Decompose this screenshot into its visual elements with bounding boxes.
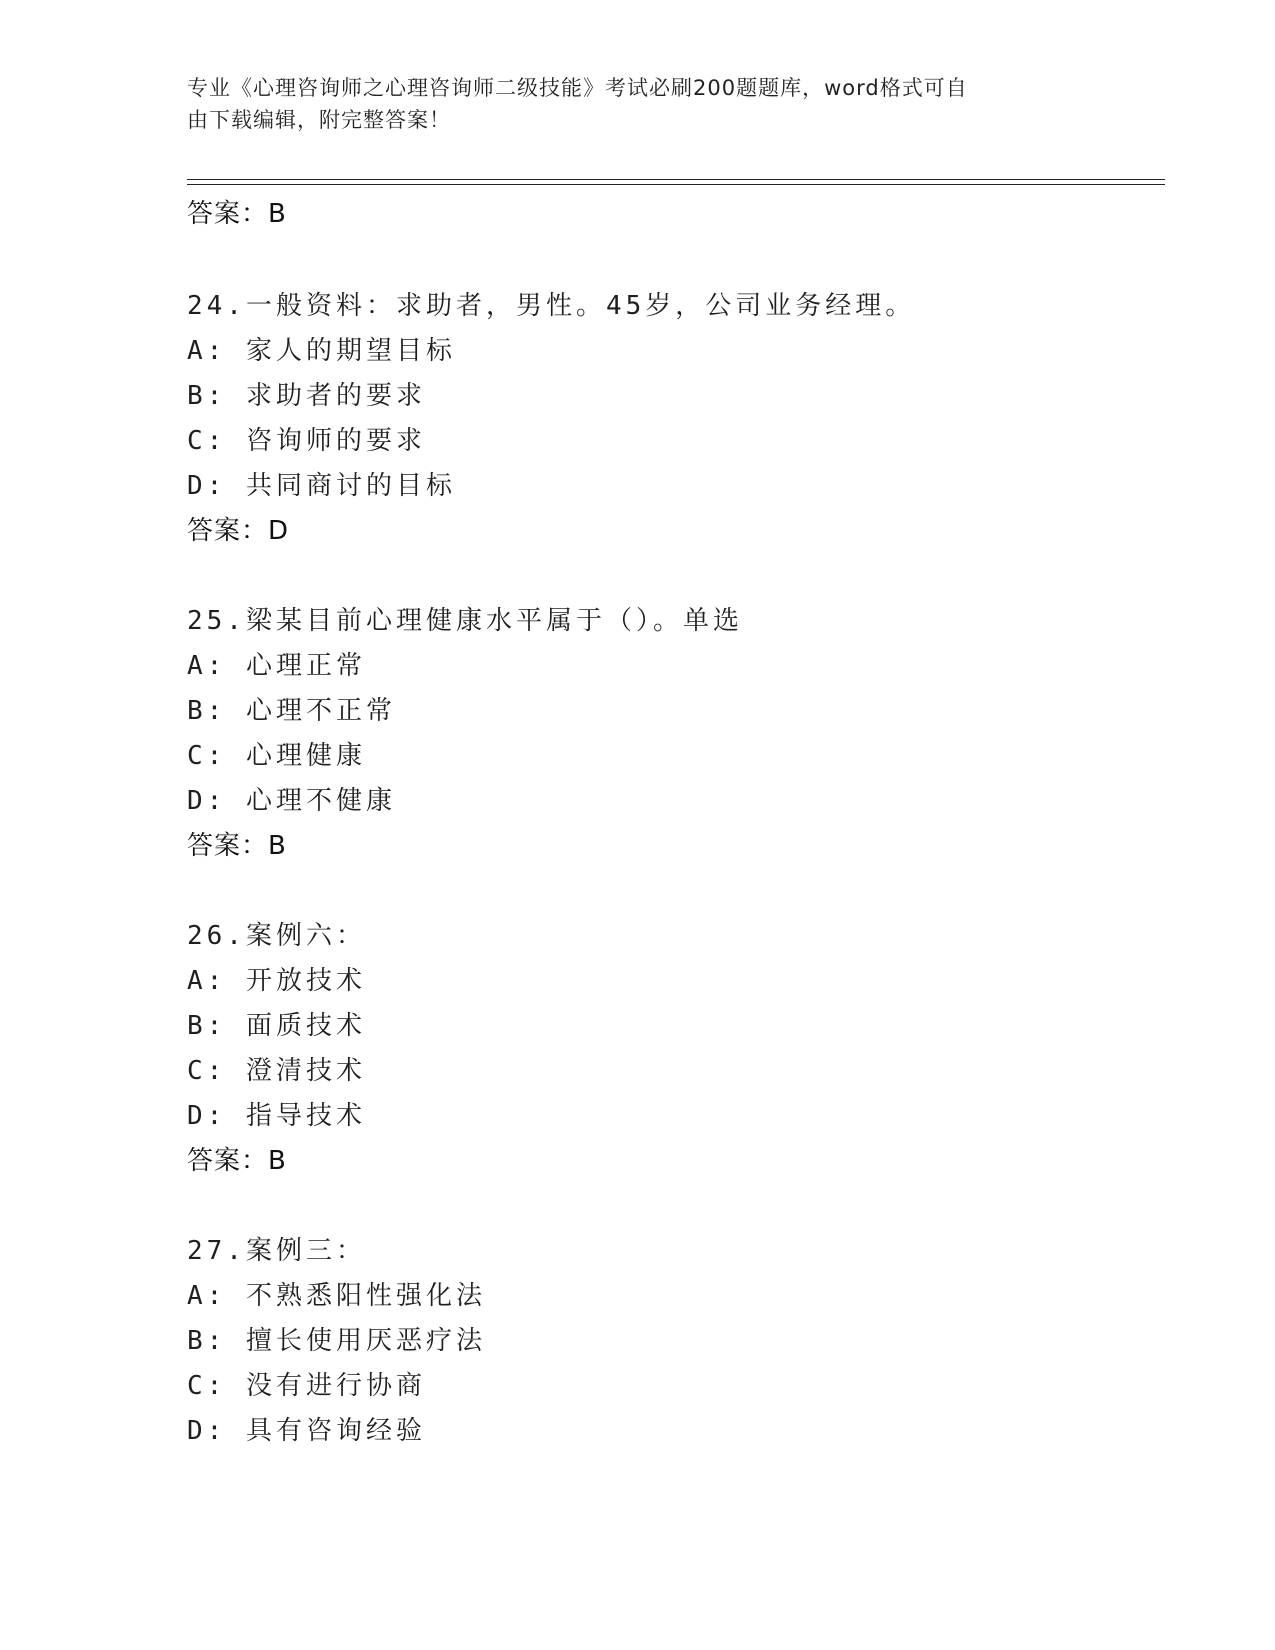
option-c: C: 没有进行协商 (187, 1371, 426, 1401)
document-header (187, 72, 1067, 136)
question-stem: 24.一般资料：求助者，男性。45岁，公司业务经理。 (187, 291, 916, 321)
option-d: D: 心理不健康 (187, 786, 396, 816)
option-d: D: 共同商讨的目标 (187, 471, 456, 501)
header-line-2: 由下载编辑，附完整答案！ (187, 108, 451, 132)
answer-line: 答案：D (187, 516, 290, 546)
option-c: C: 心理健康 (187, 741, 366, 771)
option-c: C: 澄清技术 (187, 1056, 366, 1086)
answer-line: 答案：B (187, 199, 287, 229)
answer-line: 答案：B (187, 831, 287, 861)
option-b: B: 面质技术 (187, 1011, 366, 1041)
answer-line: 答案：B (187, 1146, 287, 1176)
option-a: A: 开放技术 (187, 966, 366, 996)
question-stem: 27.案例三： (187, 1236, 366, 1266)
header-divider-bottom (187, 184, 1165, 185)
question-stem: 25.梁某目前心理健康水平属于（）。单选 (187, 606, 743, 636)
option-d: D: 指导技术 (187, 1101, 366, 1131)
option-b: B: 求助者的要求 (187, 381, 426, 411)
option-a: A: 心理正常 (187, 651, 366, 681)
question-stem: 26.案例六： (187, 921, 366, 951)
option-d: D: 具有咨询经验 (187, 1416, 426, 1446)
option-c: C: 咨询师的要求 (187, 426, 426, 456)
header-divider-top (187, 179, 1165, 180)
option-a: A: 不熟悉阳性强化法 (187, 1281, 486, 1311)
header-line-1: 专业《心理咨询师之心理咨询师二级技能》考试必刷200题题库，word格式可自 (187, 76, 968, 100)
option-a: A: 家人的期望目标 (187, 336, 456, 366)
option-b: B: 心理不正常 (187, 696, 396, 726)
option-b: B: 擅长使用厌恶疗法 (187, 1326, 486, 1356)
